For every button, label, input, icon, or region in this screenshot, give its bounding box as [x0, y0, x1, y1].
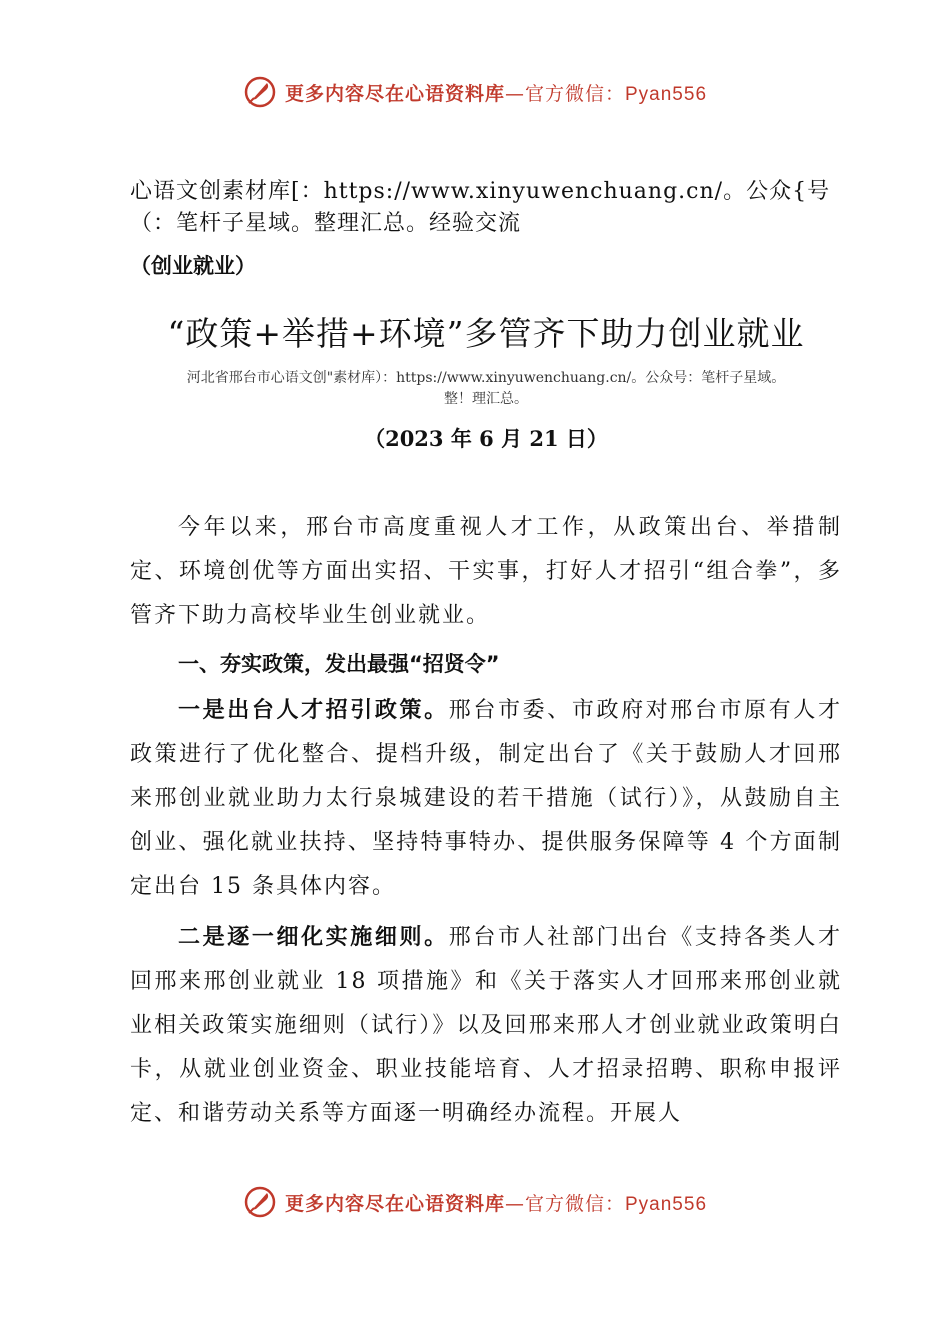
banner-wechat-label: 官方微信： [524, 1192, 625, 1215]
category-label: （创业就业） [130, 254, 256, 278]
item-text: 邢台市人社部门出台《支持各类人才回邢来邢创业就业 18 项措施》和《关于落实人才回邢来邢创业就业相关政策实施细则（试行）》以及回邢来邢人才创业就业政策明白卡，从就业创业资金、职业技能培育、人才招录招聘、职称申报评定、和谐劳动关系等方面逐一明确经办流程。开展人 [130, 925, 842, 1126]
banner-wechat-id: Pyan556 [625, 83, 708, 105]
banner-wechat-id: Pyan556 [625, 1193, 708, 1215]
section-heading: 一、夯实政策，发出最强“招贤令” [178, 652, 500, 676]
intro-paragraph: 今年以来，邢台市高度重视人才工作，从政策出台、举措制定、环境创优等方面出实招、干实事，打好人才招引“组合拳”，多管齐下助力高校毕业生创业就业。 [130, 515, 842, 628]
footer-banner [0, 1182, 950, 1222]
quill-logo-icon [243, 1185, 277, 1219]
source-line: （：笔杆子星域。整理汇总。经验交流 [130, 211, 522, 236]
item-lead: 二是逐一细化实施细则。 [178, 924, 449, 950]
banner-text [285, 79, 707, 106]
header-banner [0, 72, 950, 112]
subtitle-line: 整！理汇总。 [444, 391, 528, 407]
banner-brand: 更多内容尽在心语资料库 [284, 82, 505, 105]
section-item [130, 915, 842, 1136]
publish-date: （2023 年 6 月 21 日） [364, 426, 608, 451]
banner-text [285, 1189, 707, 1216]
item-text: 邢台市委、市政府对邢台市原有人才政策进行了优化整合、提档升级，制定出台了《关于鼓励人才回邢来邢创业就业助力太行泉城建设的若干措施（试行）》，从鼓励自主创业、强化就业扶持、坚持特事特办、提供服务保障等 4 个方面制定出台 15 条具体内容。 [130, 698, 842, 899]
banner-wechat-label: 官方微信： [524, 82, 625, 105]
banner-brand: 更多内容尽在心语资料库 [284, 1192, 505, 1215]
subtitle-line: 河北省邢台市心语文创"素材库）：https://www.xinyuwenchuang.cn/。公众号：笔杆子星域。 [186, 370, 786, 386]
item-lead: 一是出台人才招引政策。 [178, 697, 449, 723]
section-item [130, 688, 842, 909]
quill-logo-icon [243, 75, 277, 109]
banner-dash: — [504, 1192, 525, 1215]
page-title: “政策+举措+环境”多管齐下助力创业就业 [167, 314, 805, 353]
document-body [130, 176, 842, 1136]
banner-dash: — [504, 82, 525, 105]
source-line: 心语文创素材库[：https://www.xinyuwenchuang.cn/。公众{号 [130, 179, 831, 204]
